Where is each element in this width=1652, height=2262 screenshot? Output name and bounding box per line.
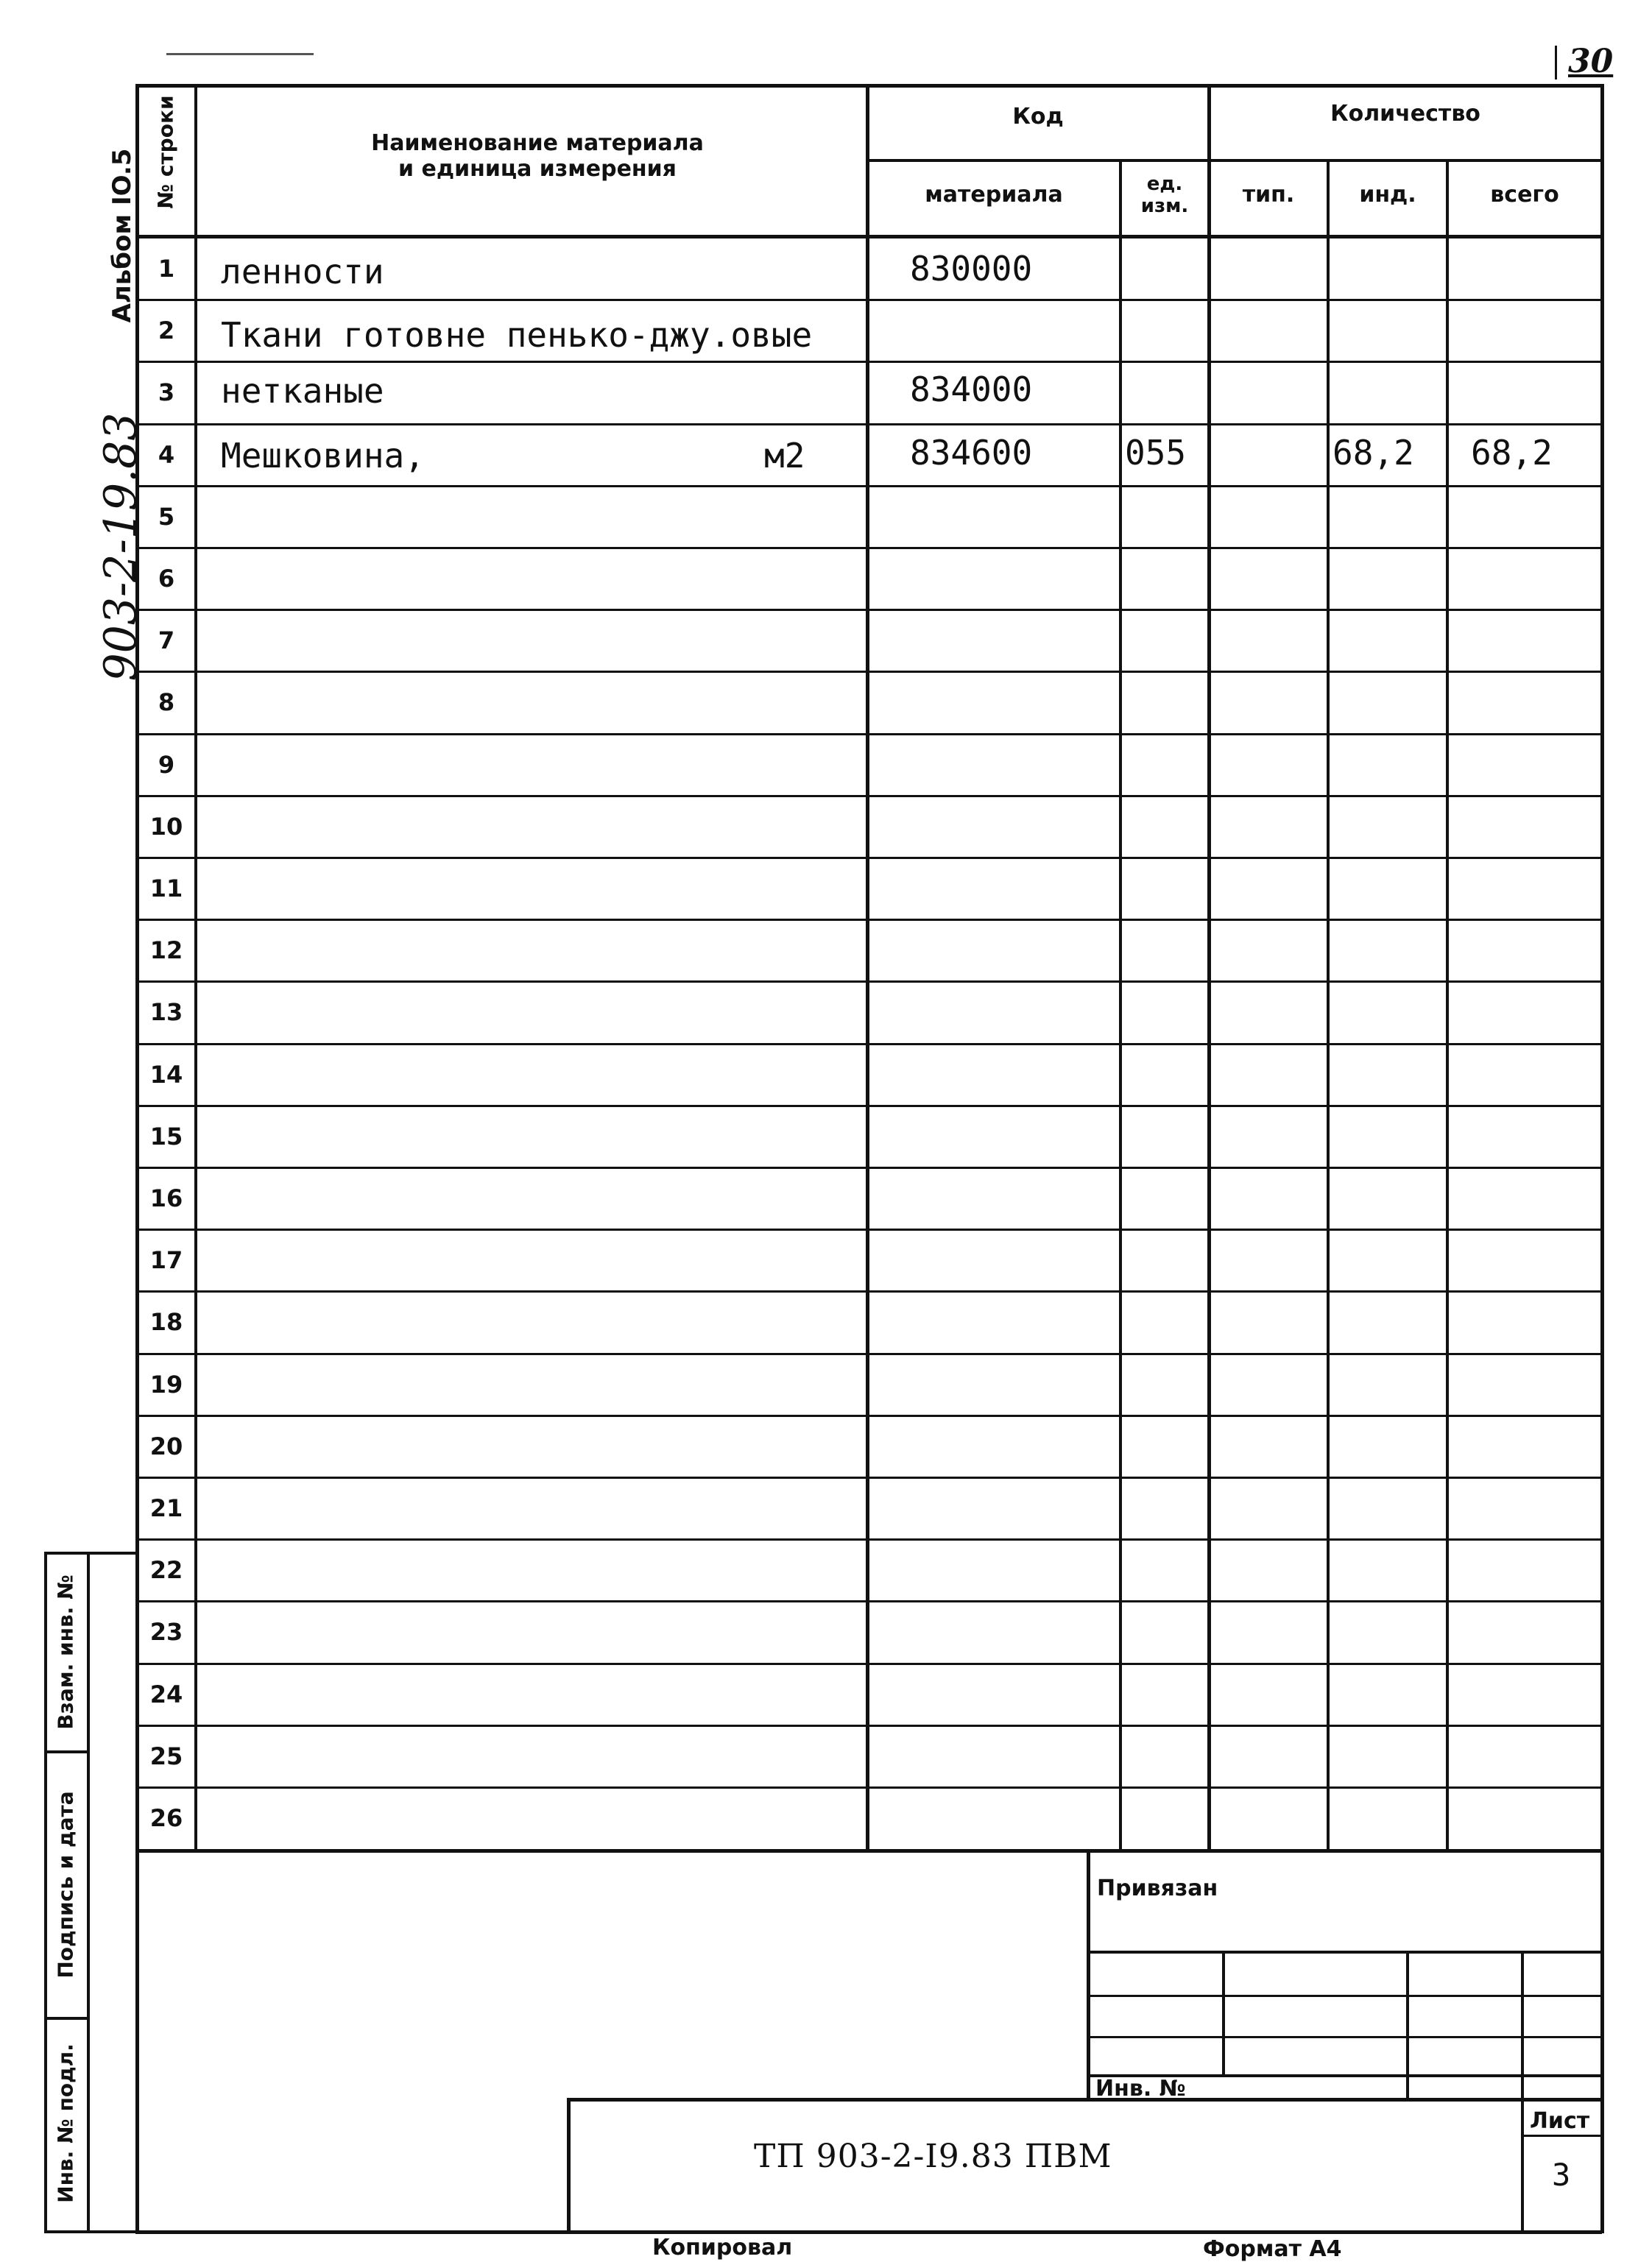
row-divider xyxy=(135,485,1602,487)
row-4-total: 68,2 xyxy=(1471,433,1553,473)
row-divider xyxy=(135,299,1602,301)
row-number: 6 xyxy=(158,565,175,593)
header-individual: инд. xyxy=(1359,182,1416,208)
row-divider xyxy=(135,423,1602,425)
row-divider xyxy=(135,1415,1602,1417)
row-number: 26 xyxy=(149,1804,183,1832)
row-number: 24 xyxy=(149,1680,183,1708)
row-number: 13 xyxy=(149,998,183,1026)
row-number: 23 xyxy=(149,1618,183,1646)
row-divider xyxy=(135,671,1602,673)
format-label: Формат А4 xyxy=(1203,2236,1342,2262)
row-number: 12 xyxy=(149,936,183,964)
row-4-code: 834600 xyxy=(910,433,1033,473)
row-divider xyxy=(135,795,1602,797)
header-row-number: № строки xyxy=(153,95,178,209)
row-number: 14 xyxy=(149,1061,183,1089)
row-divider xyxy=(135,1477,1602,1479)
sheet-mark: 30 xyxy=(1568,43,1614,80)
row-number: 22 xyxy=(149,1556,183,1584)
row-divider xyxy=(135,857,1602,859)
row-number: 25 xyxy=(149,1742,183,1770)
inventory-number-label: Инв. № xyxy=(1095,2076,1186,2102)
row-divider xyxy=(135,733,1602,735)
row-divider xyxy=(135,1663,1602,1665)
row-number: 8 xyxy=(158,688,175,716)
row-2-name: Ткани готовне пенько-джу.овые xyxy=(221,315,813,355)
row-1-code: 830000 xyxy=(910,249,1033,289)
row-divider xyxy=(135,1167,1602,1169)
row-number: 1 xyxy=(158,255,175,283)
row-4-name: Мешковина, xyxy=(221,436,425,476)
row-4-unit-code: 055 xyxy=(1125,433,1187,473)
header-quantity: Количество xyxy=(1330,101,1480,127)
row-divider xyxy=(135,361,1602,363)
row-divider xyxy=(135,547,1602,549)
row-number: 15 xyxy=(149,1123,183,1151)
row-number: 10 xyxy=(149,813,183,841)
row-1-name: ленности xyxy=(221,252,384,291)
header-code: Код xyxy=(1012,104,1064,130)
row-3-code: 834000 xyxy=(910,370,1033,409)
sheet-number: 3 xyxy=(1552,2157,1571,2193)
privyazan-label: Привязан xyxy=(1097,1876,1218,1901)
sheet-label: Лист xyxy=(1530,2108,1590,2134)
row-divider xyxy=(135,1290,1602,1293)
row-number: 20 xyxy=(149,1432,183,1460)
header-typical: тип. xyxy=(1242,182,1295,208)
album-label: Альбом IO.5 xyxy=(107,148,137,323)
row-4-unit: м2 xyxy=(764,436,805,476)
row-number: 11 xyxy=(149,874,183,902)
row-divider xyxy=(135,609,1602,611)
copied-by-label: Копировал xyxy=(652,2235,793,2261)
row-divider xyxy=(135,1043,1602,1045)
row-divider xyxy=(135,1538,1602,1541)
row-divider xyxy=(135,1786,1602,1789)
row-divider xyxy=(135,1600,1602,1602)
document-code: ТП 903-2-I9.83 ПВМ xyxy=(754,2138,1112,2175)
row-number: 3 xyxy=(158,378,175,406)
row-3-name: нетканые xyxy=(221,371,384,411)
side-replaced-inv-label: Взам. инв. № xyxy=(53,1574,78,1730)
row-divider xyxy=(135,919,1602,921)
row-4-individual: 68,2 xyxy=(1332,433,1414,473)
header-total: всего xyxy=(1490,182,1559,208)
side-signature-date-label: Подпись и дата xyxy=(53,1791,78,1979)
row-number: 19 xyxy=(149,1371,183,1399)
handwritten-project-code: 903-2-19.83 xyxy=(95,412,147,682)
row-number: 5 xyxy=(158,503,175,531)
row-number: 2 xyxy=(158,317,175,344)
row-number: 21 xyxy=(149,1494,183,1522)
header-unit-code: ед. изм. xyxy=(1140,173,1189,217)
row-divider xyxy=(135,980,1602,983)
row-number: 7 xyxy=(158,626,175,654)
row-divider xyxy=(135,1229,1602,1231)
row-number: 4 xyxy=(158,441,175,469)
header-material-name: Наименование материала и единица измерения xyxy=(371,130,704,182)
row-number: 17 xyxy=(149,1246,183,1274)
row-number: 16 xyxy=(149,1184,183,1212)
row-divider xyxy=(135,1353,1602,1355)
header-material-code: материала xyxy=(925,182,1063,208)
row-number: 18 xyxy=(149,1308,183,1336)
row-divider xyxy=(135,1725,1602,1727)
row-divider xyxy=(135,1105,1602,1107)
side-original-inv-label: Инв. № подл. xyxy=(53,2043,78,2203)
row-number: 9 xyxy=(158,751,175,779)
